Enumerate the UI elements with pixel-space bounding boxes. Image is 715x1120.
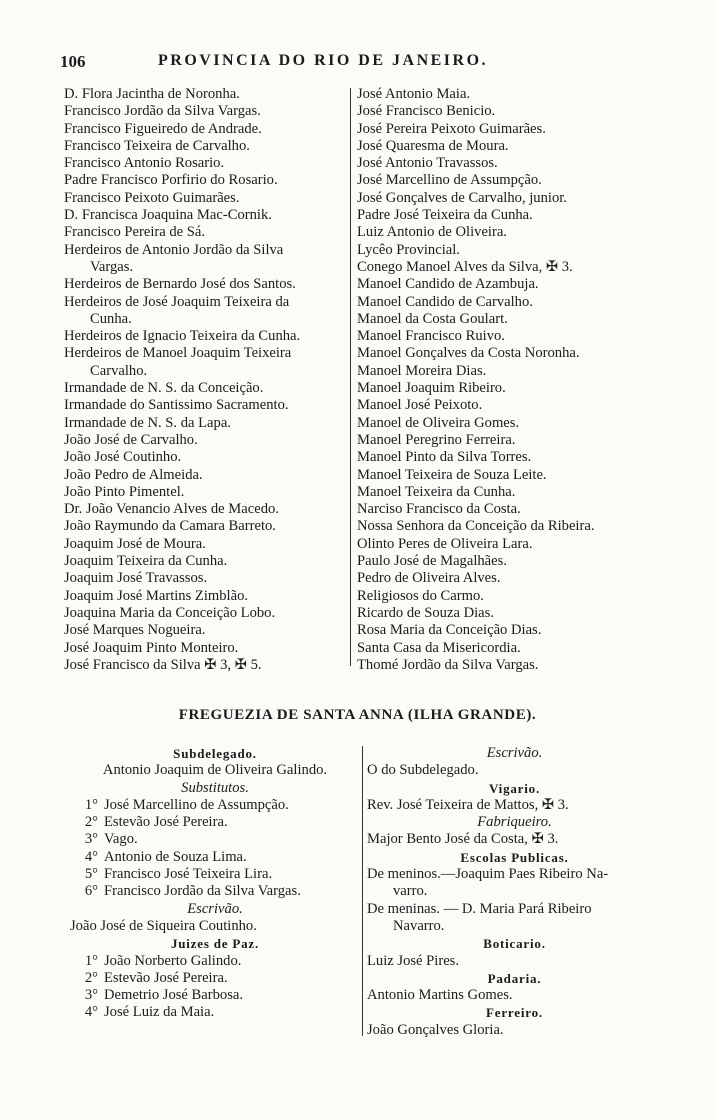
- list-item: [70, 814, 360, 831]
- list-item: Ricardo de Souza Dias.: [357, 604, 494, 621]
- list-item: [70, 866, 360, 883]
- list-item: Manoel Gonçalves da Costa Noronha.: [357, 345, 580, 362]
- list-item: Padre José Teixeira da Cunha.: [357, 207, 533, 224]
- person-name: Estevão José Pereira.: [104, 969, 228, 986]
- column-divider: [350, 88, 351, 666]
- list-item: [70, 987, 360, 1004]
- subdelegado-name: Antonio Joaquim de Oliveira Galindo.: [102, 762, 328, 779]
- ordinal: 2°: [84, 969, 98, 986]
- list-item: Francisco Antonio Rosario.: [64, 155, 225, 172]
- list-item: Cunha.: [90, 310, 132, 327]
- list-item: Joaquim Teixeira da Cunha.: [64, 553, 228, 570]
- padaria-name: Antonio Martins Gomes.: [367, 987, 513, 1004]
- page-number: 106: [60, 52, 86, 71]
- list-item: Olinto Peres de Oliveira Lara.: [357, 535, 533, 552]
- person-name: José Marcellino de Assumpção.: [104, 796, 289, 813]
- list-item: Herdeiros de José Joaquim Teixeira da: [64, 293, 290, 310]
- person-name: Francisco José Teixeira Lira.: [104, 866, 273, 883]
- list-item: [70, 831, 360, 848]
- name-list-right: [357, 86, 657, 674]
- ordinal: 5°: [84, 866, 98, 883]
- list-item: Manoel Teixeira de Souza Leite.: [357, 466, 547, 483]
- list-item: Vargas.: [90, 258, 134, 275]
- list-item: Joaquim José Martins Zimblão.: [64, 587, 249, 604]
- list-item: Joaquina Maria da Conceição Lobo.: [64, 604, 276, 621]
- list-item: Irmandade do Santissimo Sacramento.: [64, 397, 289, 414]
- ferreiro-heading: Ferreiro.: [486, 1005, 543, 1021]
- person-name: Antonio de Souza Lima.: [104, 848, 247, 865]
- list-item: Dr. João Venancio Alves de Macedo.: [64, 501, 279, 518]
- list-item: Manoel Candido de Carvalho.: [357, 293, 533, 310]
- list-item: João Pedro de Almeida.: [64, 466, 203, 483]
- parish-officials-left: [70, 745, 360, 1022]
- column-divider-2: [362, 746, 363, 1036]
- list-item: Francisco Jordão da Silva Vargas.: [64, 103, 261, 120]
- ordinal: 3°: [84, 987, 98, 1004]
- person-name: Demetrio José Barbosa.: [104, 987, 244, 1004]
- ferreiro-name: João Gonçalves Gloria.: [367, 1021, 504, 1038]
- list-item: Religiosos do Carmo.: [357, 587, 484, 604]
- juizes-heading: Juizes de Paz.: [170, 936, 260, 952]
- parish-officials-right: [367, 745, 662, 1039]
- list-item: Manoel Moreira Dias.: [357, 362, 487, 379]
- section-title: FREGUEZIA DE SANTA ANNA (ILHA GRANDE).: [178, 707, 537, 723]
- fabriqueiro-name: Major Bento José da Costa, ✠ 3.: [367, 831, 559, 848]
- list-item: Carvalho.: [90, 362, 148, 379]
- person-name: João Norberto Galindo.: [104, 952, 242, 969]
- list-item: Herdeiros de Bernardo José dos Santos.: [64, 276, 296, 293]
- list-item: D. Francisca Joaquina Mac-Cornik.: [64, 207, 272, 224]
- vigario-heading: Vigario.: [488, 780, 541, 796]
- list-item: Nossa Senhora da Conceição da Ribeira.: [357, 518, 595, 535]
- list-item: José Quaresma de Moura.: [357, 137, 509, 154]
- list-item: [70, 1004, 360, 1021]
- subdelegado-heading: Subdelegado.: [173, 746, 257, 761]
- ordinal: 6°: [84, 883, 98, 900]
- ordinal: 1°: [84, 796, 98, 813]
- escola-meninos: De meninos.—Joaquim Paes Ribeiro Na-: [367, 866, 609, 883]
- list-item: [70, 953, 360, 970]
- ordinal: 2°: [84, 814, 98, 831]
- running-title: PROVINCIA DO RIO DE JANEIRO.: [158, 52, 489, 69]
- escolas-heading: Escolas Publicas.: [460, 849, 569, 865]
- list-item: Rosa Maria da Conceição Dias.: [357, 622, 542, 639]
- list-item: João José Coutinho.: [64, 449, 182, 466]
- substitutos-heading: Substitutos.: [181, 779, 249, 796]
- list-item: D. Flora Jacintha de Noronha.: [64, 86, 240, 102]
- list-item: Francisco Peixoto Guimarães.: [64, 189, 240, 206]
- list-item: José Marques Nogueira.: [64, 622, 206, 639]
- list-item: Francisco Teixeira de Carvalho.: [64, 137, 250, 154]
- list-item: Manoel Candido de Azambuja.: [357, 276, 539, 293]
- list-item: João Raymundo da Camara Barreto.: [64, 518, 276, 535]
- list-item: [70, 883, 360, 900]
- list-item: José Francisco da Silva ✠ 3, ✠ 5.: [64, 656, 262, 673]
- list-item: Padre Francisco Porfirio do Rosario.: [64, 172, 278, 189]
- list-item: Manoel Teixeira da Cunha.: [357, 483, 516, 500]
- list-item: Thomé Jordão da Silva Vargas.: [357, 656, 539, 673]
- list-item: Joaquim José de Moura.: [64, 535, 206, 552]
- list-item: Manoel de Oliveira Gomes.: [357, 414, 520, 431]
- boticario-heading: Boticario.: [483, 936, 546, 952]
- list-item: Conego Manoel Alves da Silva, ✠ 3.: [357, 258, 573, 275]
- list-item: Manoel Francisco Ruivo.: [357, 328, 505, 345]
- padaria-heading: Padaria.: [487, 970, 542, 986]
- list-item: [70, 797, 360, 814]
- list-item: João Pinto Pimentel.: [64, 483, 185, 500]
- vigario-name: Rev. José Teixeira de Mattos, ✠ 3.: [367, 796, 569, 813]
- escola-meninas-cont: Navarro.: [393, 917, 445, 934]
- list-item: [70, 970, 360, 987]
- list-item: Santa Casa da Misericordia.: [357, 639, 521, 656]
- page-header: [60, 52, 650, 74]
- escrivao-right-name: O do Subdelegado.: [367, 762, 479, 779]
- list-item: Herdeiros de Ignacio Teixeira da Cunha.: [64, 328, 301, 345]
- escola-meninos-cont: varro.: [393, 883, 428, 900]
- ordinal: 1°: [84, 952, 98, 969]
- person-name: Francisco Jordão da Silva Vargas.: [104, 883, 301, 900]
- list-item: Paulo José de Magalhães.: [357, 553, 507, 570]
- juizes-list: [70, 953, 360, 1022]
- ordinal: 4°: [84, 848, 98, 865]
- list-item: Manoel José Peixoto.: [357, 397, 483, 414]
- list-item: José Pereira Peixoto Guimarães.: [357, 120, 546, 137]
- list-item: José Antonio Travassos.: [357, 155, 498, 172]
- list-item: Irmandade de N. S. da Lapa.: [64, 414, 231, 431]
- escrivao-right-heading: Escrivão.: [486, 745, 543, 761]
- list-item: Luiz Antonio de Oliveira.: [357, 224, 507, 241]
- list-item: Joaquim José Travassos.: [64, 570, 208, 587]
- list-item: Francisco Pereira de Sá.: [64, 224, 206, 241]
- list-item: José Francisco Benicio.: [357, 103, 496, 120]
- ordinal: 4°: [84, 1004, 98, 1021]
- list-item: José Joaquim Pinto Monteiro.: [64, 639, 239, 656]
- list-item: Manoel Joaquim Ribeiro.: [357, 380, 506, 397]
- list-item: Lycêo Provincial.: [357, 241, 460, 258]
- list-item: Herdeiros de Antonio Jordão da Silva: [64, 241, 284, 258]
- substitutos-list: [70, 797, 360, 901]
- name-list-left: [64, 86, 351, 674]
- list-item: João José de Carvalho.: [64, 431, 198, 448]
- list-item: Manoel Peregrino Ferreira.: [357, 431, 516, 448]
- list-item: Francisco Figueiredo de Andrade.: [64, 120, 262, 137]
- person-name: Estevão José Pereira.: [104, 814, 228, 831]
- person-name: José Luiz da Maia.: [104, 1004, 215, 1021]
- list-item: Pedro de Oliveira Alves.: [357, 570, 501, 587]
- list-item: José Marcellino de Assumpção.: [357, 172, 542, 189]
- list-item: Manoel da Costa Goulart.: [357, 310, 508, 327]
- list-item: Narciso Francisco da Costa.: [357, 501, 521, 518]
- list-item: José Antonio Maia.: [357, 86, 471, 102]
- boticario-name: Luiz José Pires.: [367, 952, 460, 969]
- list-item: José Gonçalves de Carvalho, junior.: [357, 189, 567, 206]
- list-item: Irmandade de N. S. da Conceição.: [64, 380, 264, 397]
- escrivao-heading: Escrivão.: [187, 900, 243, 917]
- list-item: Herdeiros de Manoel Joaquim Teixeira: [64, 345, 292, 362]
- ordinal: 3°: [84, 831, 98, 848]
- escrivao-name: João José de Siqueira Coutinho.: [70, 917, 257, 934]
- list-item: [70, 849, 360, 866]
- person-name: Vago.: [104, 831, 138, 848]
- escola-meninas: De meninas. — D. Maria Pará Ribeiro: [367, 900, 592, 917]
- fabriqueiro-heading: Fabriqueiro.: [477, 814, 552, 831]
- list-item: Manoel Pinto da Silva Torres.: [357, 449, 532, 466]
